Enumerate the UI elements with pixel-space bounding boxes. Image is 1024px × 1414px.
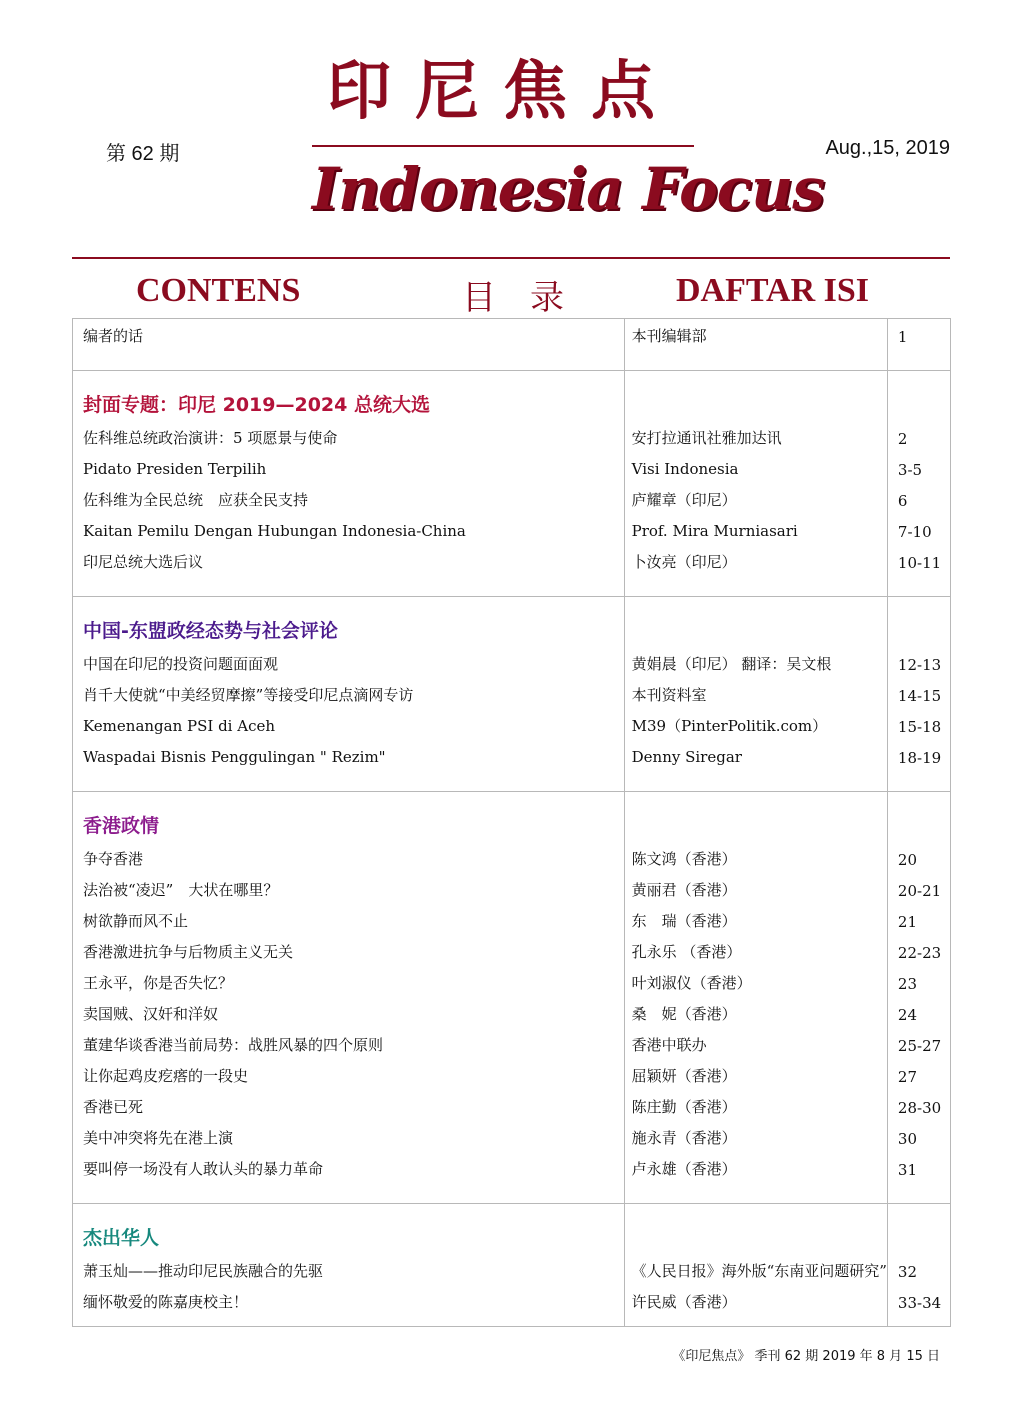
toc-item-author: 陈庄勤（香港） bbox=[631, 1098, 737, 1116]
table-of-contents bbox=[72, 318, 951, 1327]
section-spacer bbox=[625, 792, 887, 844]
toc-author-cell bbox=[624, 792, 887, 1204]
toc-item-author: 本刊资料室 bbox=[631, 686, 707, 704]
header-divider bbox=[72, 257, 950, 259]
toc-title-cell bbox=[73, 792, 625, 1204]
toc-item-title[interactable]: 让你起鸡皮疙瘩的一段史 bbox=[83, 1067, 249, 1085]
toc-item-title[interactable]: Waspadai Bisnis Penggulingan " Rezim" bbox=[83, 748, 386, 766]
toc-item-title[interactable]: 编者的话 bbox=[83, 327, 144, 345]
toc-item-page: 1 bbox=[897, 328, 908, 346]
toc-section-row bbox=[73, 371, 951, 597]
toc-item-page: 31 bbox=[897, 1161, 918, 1179]
section-bottom-padding bbox=[888, 1185, 950, 1203]
toc-item-author: 安打拉通讯社雅加达讯 bbox=[631, 429, 782, 447]
toc-item-author: Denny Siregar bbox=[631, 748, 742, 766]
toc-item-page: 28-30 bbox=[897, 1099, 942, 1117]
section-spacer bbox=[625, 371, 887, 423]
section-bottom-padding bbox=[73, 1318, 624, 1326]
toc-item-page: 20-21 bbox=[897, 882, 942, 900]
section-spacer bbox=[888, 1204, 950, 1256]
toc-author-cell bbox=[624, 319, 887, 371]
section-bottom-padding bbox=[625, 1185, 887, 1203]
masthead bbox=[0, 0, 1024, 260]
title-chinese: 印尼焦点 bbox=[327, 54, 679, 129]
footer-note: 《印尼焦点》 季刊 62 期 2019 年 8 月 15 日 bbox=[672, 1349, 940, 1364]
section-bottom-padding bbox=[73, 578, 624, 596]
toc-item-author: Visi Indonesia bbox=[631, 460, 739, 478]
toc-item-page: 6 bbox=[897, 492, 908, 510]
toc-item-page: 21 bbox=[897, 913, 918, 931]
toc-section-row bbox=[73, 1204, 951, 1327]
toc-row-intro bbox=[73, 319, 951, 371]
section-title: 杰出华人 bbox=[83, 1227, 160, 1249]
toc-item-page: 2 bbox=[897, 430, 908, 448]
toc-item-page: 15-18 bbox=[897, 718, 942, 736]
toc-item-title[interactable]: 印尼总统大选后议 bbox=[83, 553, 204, 571]
toc-author-cell bbox=[624, 371, 887, 597]
toc-item-title[interactable]: 佐科维总统政治演讲：5 项愿景与使命 bbox=[83, 429, 338, 447]
toc-item-title[interactable]: Kemenangan PSI di Aceh bbox=[83, 717, 276, 735]
toc-item-title[interactable]: 美中冲突将先在港上演 bbox=[83, 1129, 234, 1147]
issue-date: Aug.,15, 2019 bbox=[825, 137, 950, 159]
section-bottom-padding bbox=[73, 1185, 624, 1203]
title-english: Indonesia Focus bbox=[312, 155, 824, 223]
section-title: 封面专题：印尼 2019—2024 总统大选 bbox=[83, 394, 430, 416]
toc-item-page: 22-23 bbox=[897, 944, 942, 962]
section-bottom-padding bbox=[73, 773, 624, 791]
toc-page-cell bbox=[887, 319, 950, 371]
toc-item-author: 卜汝亮（印尼） bbox=[631, 553, 737, 571]
toc-section-row bbox=[73, 792, 951, 1204]
toc-title-cell bbox=[73, 371, 625, 597]
toc-item-author: 许民威（香港） bbox=[631, 1293, 737, 1311]
toc-item-title[interactable]: Pidato Presiden Terpilih bbox=[83, 460, 267, 478]
toc-item-page: 25-27 bbox=[897, 1037, 942, 1055]
toc-item-author: 香港中联办 bbox=[631, 1036, 707, 1054]
toc-author-cell bbox=[624, 597, 887, 792]
toc-section-row bbox=[73, 597, 951, 792]
section-spacer bbox=[625, 1204, 887, 1256]
section-spacer bbox=[888, 792, 950, 844]
toc-item-title[interactable]: 香港已死 bbox=[83, 1098, 144, 1116]
section-spacer bbox=[888, 371, 950, 423]
contents-heading-cn: 目录 bbox=[462, 278, 598, 318]
toc-page-cell bbox=[887, 597, 950, 792]
section-bottom-padding bbox=[888, 773, 950, 791]
toc-item-title[interactable]: 要叫停一场没有人敢认头的暴力革命 bbox=[83, 1160, 324, 1178]
contents-heading bbox=[72, 268, 950, 316]
toc-item-title[interactable]: 中国在印尼的投资问题面面观 bbox=[83, 655, 279, 673]
toc-item-title[interactable]: 香港激进抗争与后物质主义无关 bbox=[83, 943, 294, 961]
toc-item-page: 33-34 bbox=[897, 1294, 942, 1312]
toc-item-page: 27 bbox=[897, 1068, 918, 1086]
toc-item-page: 18-19 bbox=[897, 749, 942, 767]
toc-item-author: 叶刘淑仪（香港） bbox=[631, 974, 752, 992]
toc-item-author: 卢永雄（香港） bbox=[631, 1160, 737, 1178]
toc-item-title[interactable]: 萧玉灿——推动印尼民族融合的先驱 bbox=[83, 1262, 324, 1280]
toc-author-cell bbox=[624, 1204, 887, 1327]
toc-item-page: 7-10 bbox=[897, 523, 932, 541]
section-title: 中国-东盟政经态势与社会评论 bbox=[83, 620, 338, 642]
toc-page-cell bbox=[887, 792, 950, 1204]
toc-title-cell bbox=[73, 1204, 625, 1327]
toc-item-title[interactable]: 争夺香港 bbox=[83, 850, 144, 868]
toc-item-page: 12-13 bbox=[897, 656, 942, 674]
section-bottom-padding bbox=[625, 1318, 887, 1326]
toc-item-author: M39（PinterPolitik.com） bbox=[631, 717, 828, 735]
toc-item-page: 20 bbox=[897, 851, 918, 869]
toc-item-author: 本刊编辑部 bbox=[631, 327, 707, 345]
toc-item-author: Prof. Mira Murniasari bbox=[631, 522, 798, 540]
contents-heading-en: CONTENS bbox=[136, 272, 301, 309]
toc-item-author: 《人民日报》海外版“东南亚问题研究” bbox=[631, 1262, 887, 1280]
toc-item-page: 23 bbox=[897, 975, 918, 993]
toc-page-cell bbox=[887, 1204, 950, 1327]
issue-number: 第 62 期 bbox=[106, 143, 180, 165]
toc-item-page: 10-11 bbox=[897, 554, 942, 572]
section-bottom-padding bbox=[888, 578, 950, 596]
toc-item-title[interactable]: Kaitan Pemilu Dengan Hubungan Indonesia-China bbox=[83, 522, 466, 540]
toc-item-page: 32 bbox=[897, 1263, 918, 1281]
title-divider bbox=[312, 145, 694, 147]
toc-item-page: 3-5 bbox=[897, 461, 923, 479]
toc-item-title[interactable]: 缅怀敬爱的陈嘉庚校主！ bbox=[83, 1293, 249, 1311]
toc-item-title[interactable]: 法治被“凌迟” 大状在哪里？ bbox=[83, 881, 279, 899]
toc-item-title[interactable]: 董建华谈香港当前局势：战胜风暴的四个原则 bbox=[83, 1036, 384, 1054]
section-title: 香港政情 bbox=[83, 815, 160, 837]
toc-item-title[interactable]: 王永平，你是否失忆？ bbox=[83, 974, 234, 992]
toc-item-title[interactable]: 佐科维为全民总统 应获全民支持 bbox=[83, 491, 309, 509]
toc-item-page: 24 bbox=[897, 1006, 918, 1024]
toc-item-author: 庐耀章（印尼） bbox=[631, 491, 737, 509]
toc-item-author: 黄丽君（香港） bbox=[631, 881, 737, 899]
toc-item-page: 30 bbox=[897, 1130, 918, 1148]
section-bottom-padding bbox=[625, 578, 887, 596]
toc-item-author: 孔永乐 （香港） bbox=[631, 943, 742, 961]
toc-page-cell bbox=[887, 371, 950, 597]
section-bottom-padding bbox=[888, 1318, 950, 1326]
toc-item-page: 14-15 bbox=[897, 687, 942, 705]
toc-title-cell bbox=[73, 597, 625, 792]
toc-item-author: 施永青（香港） bbox=[631, 1129, 737, 1147]
toc-item-title[interactable]: 肖千大使就“中美经贸摩擦”等接受印尼点滴网专访 bbox=[83, 686, 414, 704]
toc-item-title[interactable]: 卖国贼、汉奸和洋奴 bbox=[83, 1005, 219, 1023]
toc-item-title[interactable]: 树欲静而风不止 bbox=[83, 912, 189, 930]
toc-item-author: 屈颖妍（香港） bbox=[631, 1067, 737, 1085]
toc-title-cell bbox=[73, 319, 625, 371]
section-spacer bbox=[888, 597, 950, 649]
toc-item-author: 东 瑞（香港） bbox=[631, 912, 737, 930]
section-bottom-padding bbox=[625, 773, 887, 791]
toc-item-author: 桑 妮（香港） bbox=[631, 1005, 737, 1023]
contents-heading-id: DAFTAR ISI bbox=[676, 272, 870, 309]
section-spacer bbox=[625, 597, 887, 649]
toc-item-author: 陈文鸿（香港） bbox=[631, 850, 737, 868]
toc-item-author: 黄娟晨（印尼） 翻译：吴文根 bbox=[631, 655, 832, 673]
